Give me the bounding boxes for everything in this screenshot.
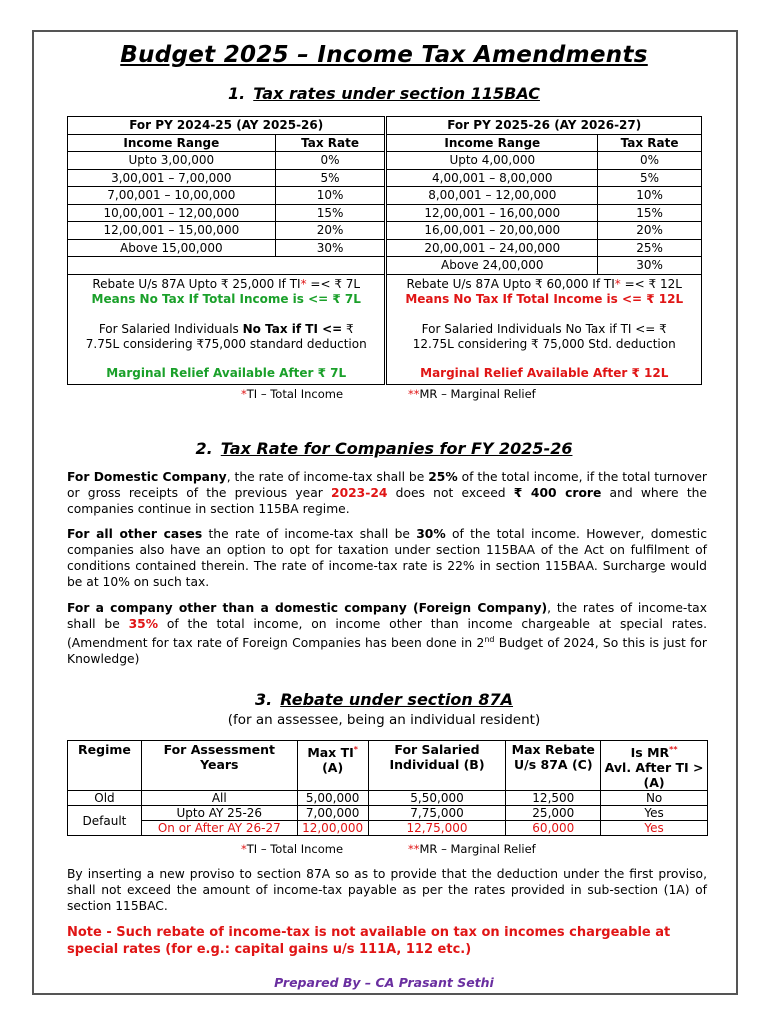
table-row xyxy=(68,821,708,836)
header-max-ti-star: * xyxy=(353,745,358,754)
other-cases-rate: 30% xyxy=(416,527,446,541)
p1-text3: does not exceed xyxy=(387,486,514,500)
left-rate-cell: 15% xyxy=(275,204,386,222)
right-rate-cell: 0% xyxy=(598,152,702,170)
table-row xyxy=(68,806,708,821)
right-rate-cell: 15% xyxy=(598,204,702,222)
header-max-ti-text: Max TI xyxy=(307,745,354,761)
left-rate-cell: 0% xyxy=(275,152,386,170)
mr-cell: No xyxy=(601,791,708,806)
previous-year: 2023-24 xyxy=(331,486,388,500)
header-mr-text: Is MR xyxy=(630,745,670,761)
domestic-rate: 25% xyxy=(428,470,458,484)
table-row xyxy=(68,152,702,170)
header-mr-star: ** xyxy=(669,745,678,754)
left-marginal-relief: Marginal Relief Available After ₹ 7L xyxy=(106,365,347,380)
other-cases-paragraph xyxy=(67,526,707,590)
header-salaried: For Salaried Individual (B) xyxy=(368,741,506,791)
section1-heading xyxy=(0,84,768,103)
right-rebate-star: * xyxy=(614,276,621,291)
regime-cell: Old xyxy=(68,791,142,806)
table-column-header-row xyxy=(68,134,702,152)
p3-superscript: nd xyxy=(484,635,495,644)
p1-text1: , the rate of income-tax shall be xyxy=(226,470,429,484)
left-empty-cell xyxy=(68,257,386,275)
right-means-line: Means No Tax If Total Income is <= ₹ 12L xyxy=(405,291,684,306)
table-row xyxy=(68,257,702,275)
header-mr xyxy=(601,741,708,791)
rebate-table-header-row xyxy=(68,741,708,791)
right-range-cell: Upto 4,00,000 xyxy=(386,152,598,170)
left-rebate-star: * xyxy=(300,276,307,291)
left-range-cell: 3,00,001 – 7,00,000 xyxy=(68,169,276,187)
left-rebate-line xyxy=(70,277,382,292)
foreign-rate: 35% xyxy=(128,617,159,631)
right-salaried-line: For Salaried Individuals No Tax if TI <= ₹ 12.75L considering ₹ 75,000 Std. deduction xyxy=(412,321,676,351)
regime-cell: Default xyxy=(68,806,142,836)
left-range-cell: 10,00,001 – 12,00,000 xyxy=(68,204,276,222)
section1-number: 1. xyxy=(228,84,246,103)
footnote-mr xyxy=(408,387,536,401)
years-cell: Upto AY 25-26 xyxy=(141,806,297,821)
left-rebate-notes xyxy=(68,274,386,384)
right-rebate-notes xyxy=(386,274,702,384)
section3-number: 3. xyxy=(254,690,273,709)
footnote-mr-star: ** xyxy=(408,387,420,401)
right-col-rate: Tax Rate xyxy=(598,134,702,152)
foreign-company-paragraph xyxy=(67,600,707,667)
section2-title: Tax Rate for Companies for FY 2025-26 xyxy=(220,439,573,458)
right-range-cell: 16,00,001 – 20,00,000 xyxy=(386,222,598,240)
right-period-header: For PY 2025-26 (AY 2026-27) xyxy=(386,117,702,135)
right-range-cell: 20,00,001 – 24,00,000 xyxy=(386,239,598,257)
left-salaried-bold: No Tax if TI <= xyxy=(242,321,343,336)
footnote-ti-star: * xyxy=(241,387,247,401)
table-group-header-row xyxy=(68,117,702,135)
table-row xyxy=(68,187,702,205)
p2-text1: the rate of income-tax shall be xyxy=(202,527,417,541)
left-range-cell: Above 15,00,000 xyxy=(68,239,276,257)
footnote-ti-star: * xyxy=(241,842,247,856)
domestic-company-paragraph xyxy=(67,469,707,517)
table-row xyxy=(68,239,702,257)
right-range-cell: 8,00,001 – 12,00,000 xyxy=(386,187,598,205)
section3-heading xyxy=(0,690,768,709)
footnote-ti xyxy=(241,387,343,401)
table-row xyxy=(68,222,702,240)
rebate-table xyxy=(67,740,708,836)
header-assessment-years: For Assessment Years xyxy=(141,741,297,791)
footnote-mr-2 xyxy=(408,842,536,856)
left-rate-cell: 5% xyxy=(275,169,386,187)
salaried-cell: 5,50,000 xyxy=(368,791,506,806)
right-rate-cell: 30% xyxy=(598,257,702,275)
table-row xyxy=(68,204,702,222)
right-range-cell: 12,00,001 – 16,00,000 xyxy=(386,204,598,222)
table-row xyxy=(68,791,708,806)
max-ti-cell: 12,00,000 xyxy=(297,821,368,836)
years-cell: All xyxy=(141,791,297,806)
prepared-by: Prepared By – CA Prasant Sethi xyxy=(274,975,494,990)
footnote-mr-star: ** xyxy=(408,842,420,856)
rebate-cell: 12,500 xyxy=(506,791,601,806)
table-row xyxy=(68,169,702,187)
section2-number: 2. xyxy=(195,439,213,458)
footnote-mr-text: MR – Marginal Relief xyxy=(419,842,536,856)
rebate-notes-row xyxy=(68,274,702,384)
other-cases-label: For all other cases xyxy=(67,527,203,541)
right-rebate-text: Rebate U/s 87A Upto ₹ 60,000 If TI xyxy=(406,276,615,291)
right-rate-cell: 20% xyxy=(598,222,702,240)
header-max-ti xyxy=(297,741,368,791)
document-title: Budget 2025 – Income Tax Amendments xyxy=(120,42,648,68)
left-rebate-text: Rebate U/s 87A Upto ₹ 25,000 If TI xyxy=(92,276,301,291)
section1-title: Tax rates under section 115BAC xyxy=(253,84,540,103)
right-range-cell: Above 24,00,000 xyxy=(386,257,598,275)
p1-text2: of the total income, if the total turnover or gross receipts of the previous year xyxy=(67,470,707,500)
p3-text1: , the rates of income-tax shall be xyxy=(67,601,707,631)
header-regime: Regime xyxy=(68,741,142,791)
left-salaried-text: For Salaried Individuals xyxy=(98,321,243,336)
max-ti-cell: 7,00,000 xyxy=(297,806,368,821)
mr-cell: Yes xyxy=(601,821,708,836)
mr-cell: Yes xyxy=(601,806,708,821)
header-max-ti-a: (A) xyxy=(322,760,344,776)
right-rebate-line xyxy=(389,277,699,292)
max-ti-cell: 5,00,000 xyxy=(297,791,368,806)
left-means-line: Means No Tax If Total Income is <= ₹ 7L xyxy=(91,291,361,306)
domestic-company-label: For Domestic Company xyxy=(67,470,227,484)
right-rate-cell: 10% xyxy=(598,187,702,205)
footnote-ti-text: TI – Total Income xyxy=(246,842,344,856)
left-salaried-rest: ₹ 7.75L considering ₹75,000 standard deduction xyxy=(85,321,367,351)
salaried-cell: 7,75,000 xyxy=(368,806,506,821)
section3-title: Rebate under section 87A xyxy=(280,690,514,709)
right-col-range: Income Range xyxy=(386,134,598,152)
right-rebate-limit: =< ₹ 12L xyxy=(620,276,682,291)
left-range-cell: 12,00,001 – 15,00,000 xyxy=(68,222,276,240)
rebate-cell: 25,000 xyxy=(506,806,601,821)
p1-text4: and where the companies continue in section 115BA regime. xyxy=(67,486,707,516)
left-rebate-limit: =< ₹ 7L xyxy=(306,276,361,291)
tax-rates-table xyxy=(67,116,702,385)
left-rate-cell: 20% xyxy=(275,222,386,240)
p2-text2: of the total income. However, domestic companies also have an option to opt for taxation under section 115BAA of the Act on fulfilment of conditions contained therein. The rate of income-tax rate is 22% in section 115BAA. Surcharge would be at 10% on such tax. xyxy=(67,527,707,589)
footnote-mr-text: MR – Marginal Relief xyxy=(419,387,536,401)
section3-subheading: (for an assessee, being an individual resident) xyxy=(227,712,541,728)
right-range-cell: 4,00,001 – 8,00,000 xyxy=(386,169,598,187)
rebate-cell: 60,000 xyxy=(506,821,601,836)
rebate-note: Note - Such rebate of income-tax is not available on tax on incomes chargeable at special rates (for e.g.: capital gains u/s 111A, 112 etc.) xyxy=(67,925,671,957)
left-period-header: For PY 2024-25 (AY 2025-26) xyxy=(68,117,386,135)
left-salaried-line xyxy=(70,322,382,352)
proviso-paragraph: By inserting a new proviso to section 87A so as to provide that the deduction under the first proviso, shall not exceed the amount of income-tax payable as per the rates provided in sub-section (1A) of section 115BAC. xyxy=(67,867,707,913)
footnote-ti-text: TI – Total Income xyxy=(246,387,344,401)
right-rate-cell: 5% xyxy=(598,169,702,187)
left-rate-cell: 10% xyxy=(275,187,386,205)
turnover-limit: ₹ 400 crore xyxy=(513,486,602,500)
right-rate-cell: 25% xyxy=(598,239,702,257)
foreign-company-label: For a company other than a domestic company (Foreign Company) xyxy=(67,601,548,615)
header-max-rebate: Max Rebate U/s 87A (C) xyxy=(506,741,601,791)
salaried-cell: 12,75,000 xyxy=(368,821,506,836)
p3-text3: Budget of 2024, So this is just for Knowledge) xyxy=(67,636,707,667)
years-cell: On or After AY 26-27 xyxy=(141,821,297,836)
footnote-ti-2 xyxy=(241,842,343,856)
p3-text2: of the total income, on income other than income chargeable at special rates. (Amendment for tax rate of Foreign Companies has been done in 2 xyxy=(67,617,707,651)
right-marginal-relief: Marginal Relief Available After ₹ 12L xyxy=(420,365,669,380)
section2-heading xyxy=(0,439,768,458)
left-range-cell: 7,00,001 – 10,00,000 xyxy=(68,187,276,205)
left-range-cell: Upto 3,00,000 xyxy=(68,152,276,170)
left-col-rate: Tax Rate xyxy=(275,134,386,152)
left-rate-cell: 30% xyxy=(275,239,386,257)
header-mr-b: Avl. After TI > (A) xyxy=(604,760,704,791)
left-col-range: Income Range xyxy=(68,134,276,152)
